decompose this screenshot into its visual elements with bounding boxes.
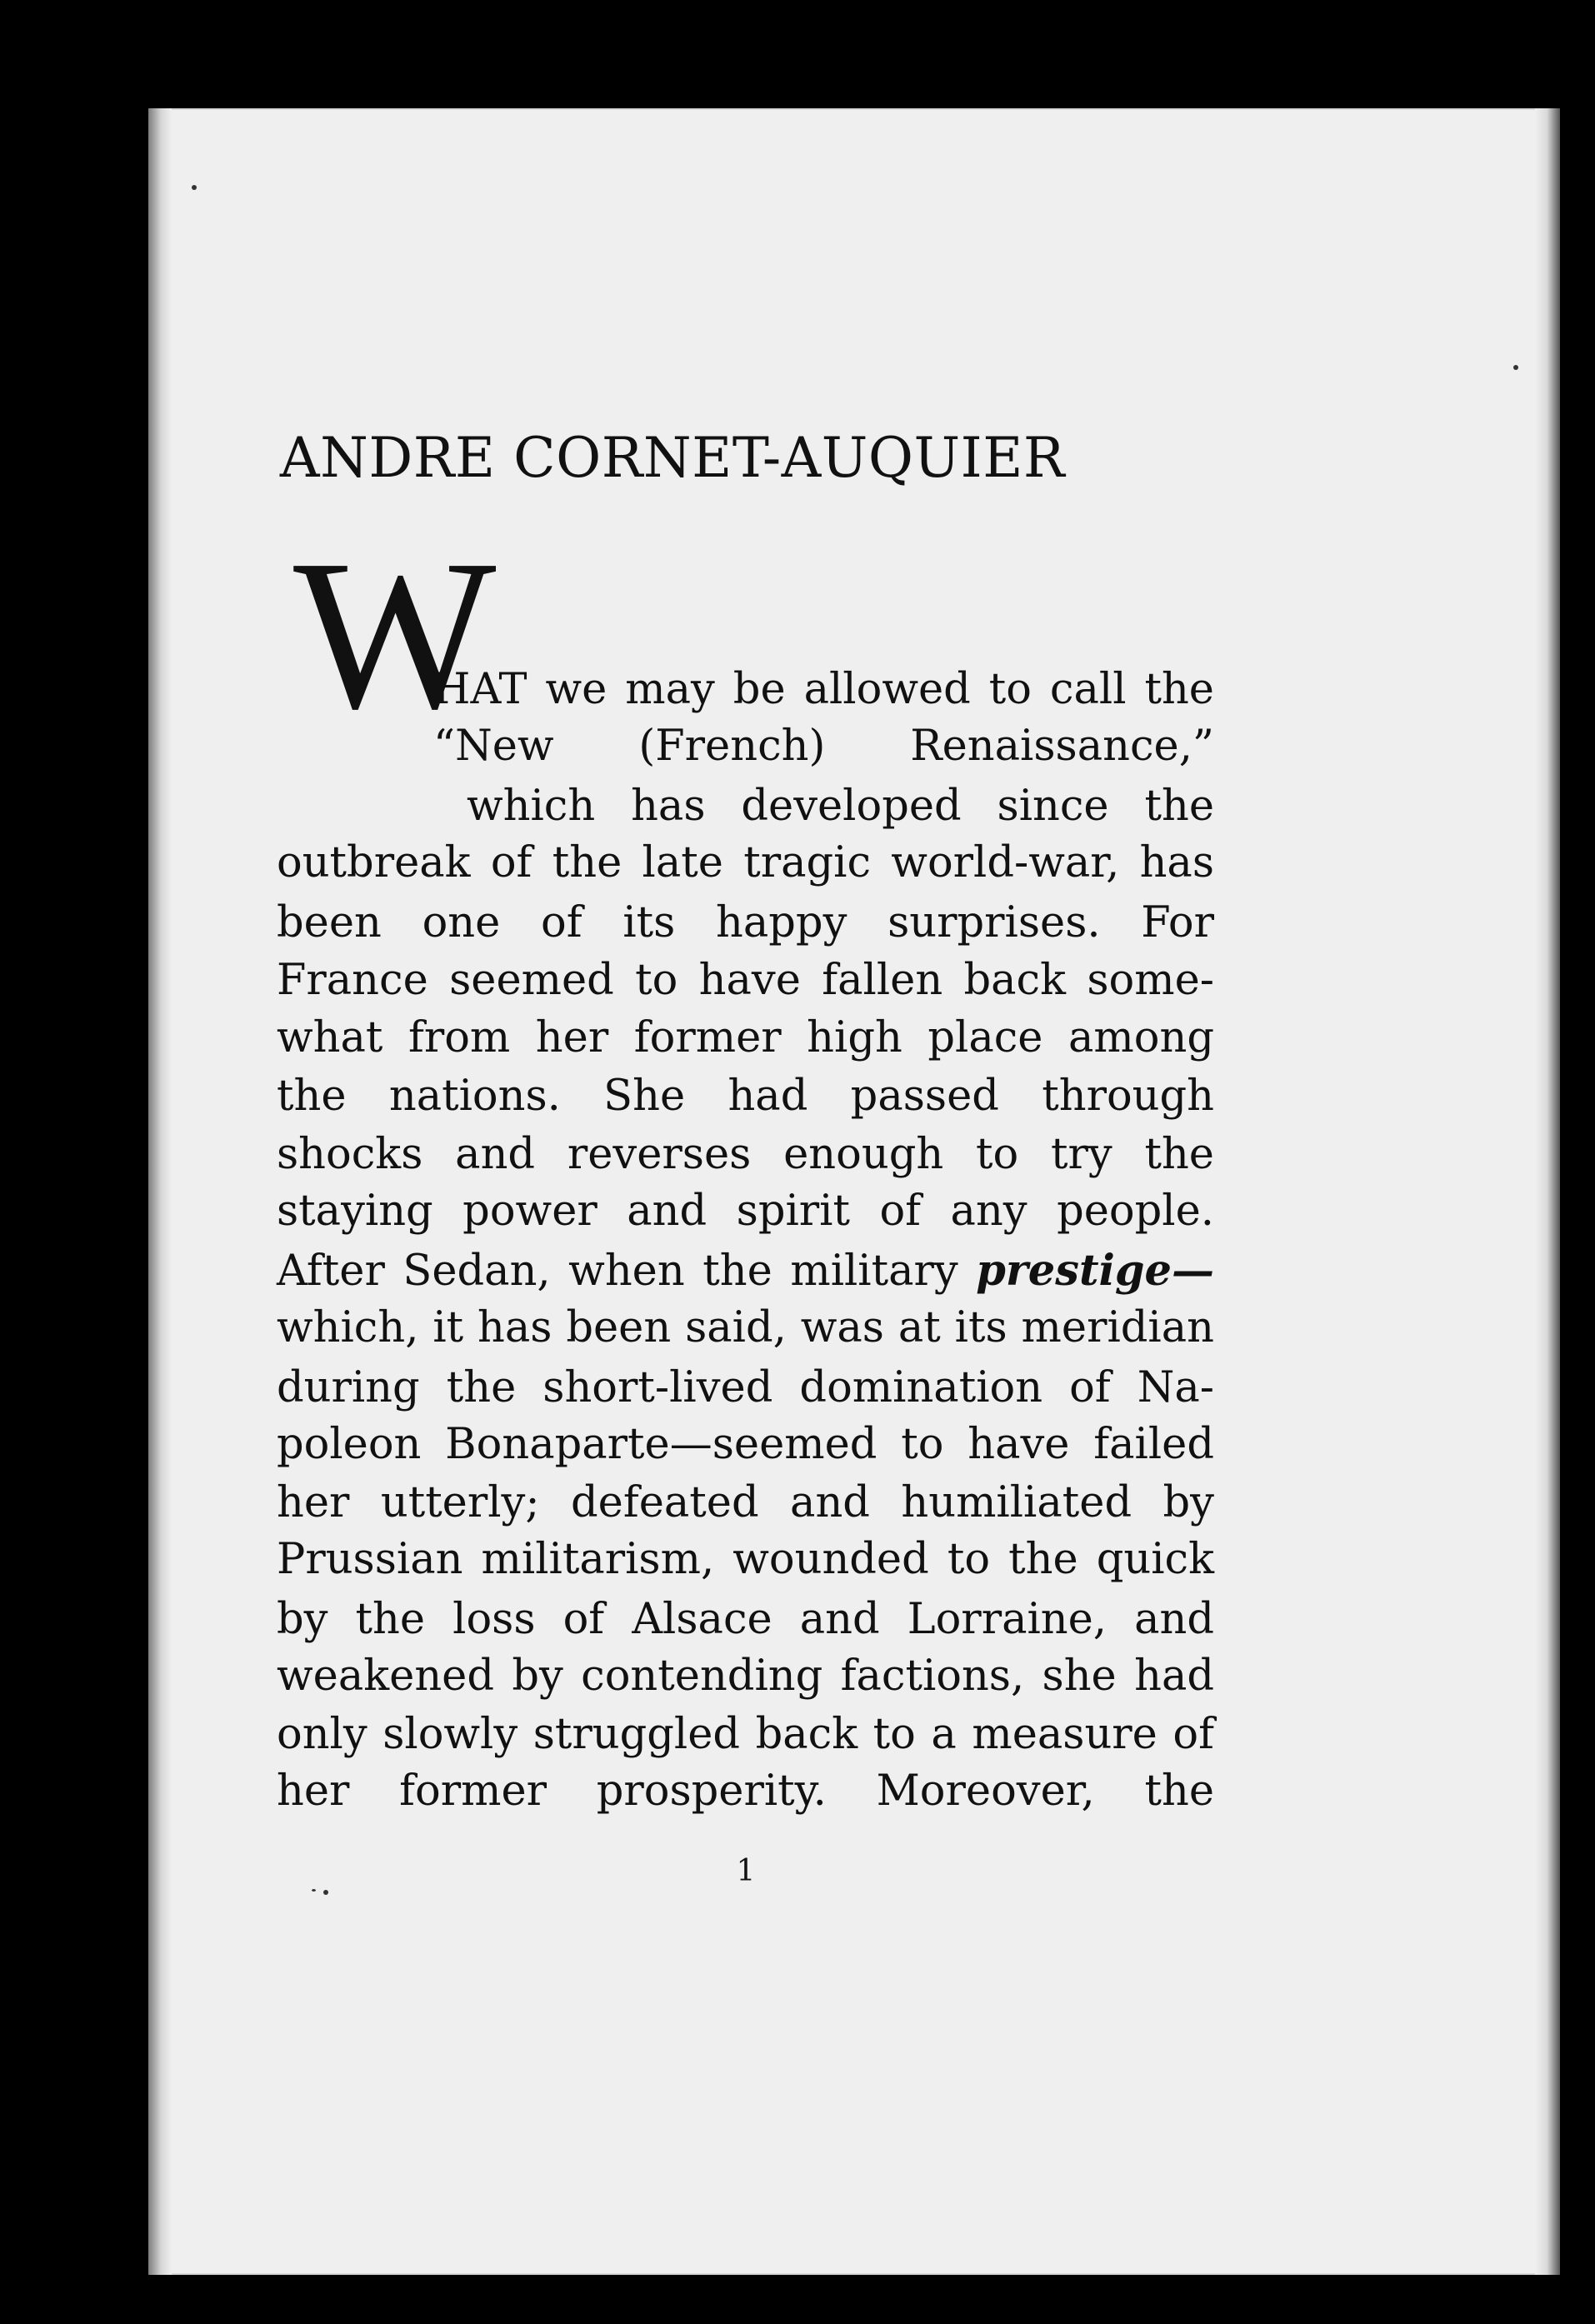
text-line-12: which, it has been said, was at its meridian: [277, 1303, 1214, 1352]
text-line-20: her former prosperity. Moreover, the: [277, 1767, 1214, 1816]
scan-speck: [312, 1889, 316, 1892]
text-line-10: staying power and spirit of any people.: [277, 1187, 1214, 1236]
scan-speck: [1513, 365, 1518, 370]
page-title: ANDRE CORNET-AUQUIER: [279, 426, 1066, 490]
text-line-5: been one of its happy surprises. For: [277, 898, 1214, 947]
text-line-2: “New (French) Renaissance,”: [433, 722, 1214, 771]
italic-word-prestige: prestige—: [976, 1246, 1214, 1296]
text-line-19: only slowly struggled back to a measure of: [277, 1710, 1214, 1759]
text-line-8: the nations. She had passed through: [277, 1072, 1214, 1121]
right-page-edge: [1535, 108, 1560, 2275]
page-number: 1: [736, 1854, 756, 1888]
text-line-4: outbreak of the late tragic world-war, has: [277, 838, 1214, 887]
text-line-6: France seemed to have fallen back some-: [277, 956, 1214, 1005]
left-page-edge: [148, 108, 172, 2275]
text-line-14: poleon Bonaparte—seemed to have failed: [277, 1420, 1214, 1469]
text-line-17: by the loss of Alsace and Lorraine, and: [277, 1595, 1214, 1644]
text-line-16: Prussian militarism, wounded to the quick: [277, 1535, 1214, 1584]
text-line-9: shocks and reverses enough to try the: [277, 1130, 1214, 1179]
scan-speck: [192, 185, 197, 190]
text-line-7: what from her former high place among: [277, 1013, 1214, 1062]
text-line-11-roman: After Sedan, when the military: [277, 1247, 977, 1296]
text-line-15: her utterly; defeated and humiliated by: [277, 1478, 1214, 1527]
text-line-3: which has developed since the: [467, 782, 1214, 831]
text-line-1: HAT we may be allowed to call the: [433, 665, 1214, 714]
scan-speck: [323, 1890, 328, 1895]
text-line-11: [277, 1246, 1214, 1296]
text-line-13: during the short-lived domination of Na-: [277, 1363, 1214, 1412]
drop-cap-letter: W: [293, 515, 497, 753]
text-line-18: weakened by contending factions, she had: [277, 1652, 1214, 1701]
